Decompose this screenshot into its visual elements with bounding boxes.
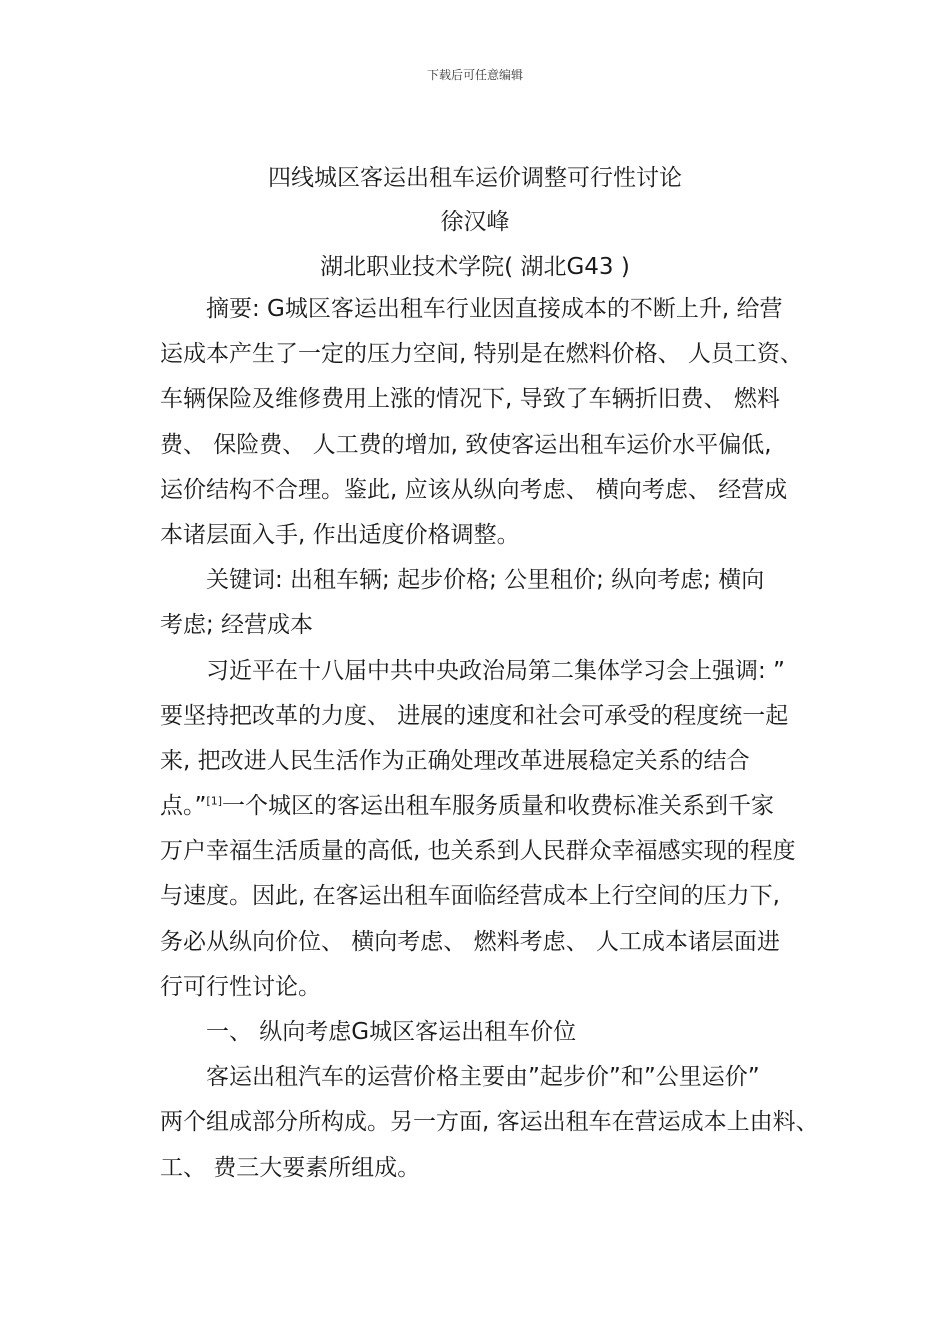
author-affiliation: 湖北职业技术学院( 湖北G43 ) (320, 254, 630, 280)
citation-mark: [1] (206, 794, 223, 808)
abstract-line: 本诸层面入手, 作出适度价格调整。 (160, 521, 520, 548)
paragraph-line: 与速度。因此, 在客运出租车面临经营成本上行空间的压力下, (160, 883, 780, 910)
document-title: 四线城区客运出租车运价调整可行性讨论 (268, 165, 682, 191)
page-header: 下载后可任意编辑 (426, 68, 523, 82)
abstract-line: 运价结构不合理。鉴此, 应该从纵向考虑、 横向考虑、 经营成 (160, 476, 788, 503)
abstract-line: 费、 保险费、 人工费的增加, 致使客运出租车运价水平偏低, (160, 431, 772, 458)
paragraph-line: 习近平在十八届中共中央政治局第二集体学习会上强调: ” (206, 657, 785, 684)
abstract-line: 车辆保险及维修费用上涨的情况下, 导致了车辆折旧费、 燃料 (160, 386, 780, 413)
paragraph-line: 行可行性讨论。 (160, 973, 321, 1000)
paragraph-continuation: 一个城区的客运出租车服务质量和收费标准关系到千家 (222, 793, 775, 820)
abstract-line: 运成本产生了一定的压力空间, 特别是在燃料价格、 人员工资、 (160, 341, 803, 368)
keywords-line: 关键词: 出租车辆; 起步价格; 公里租价; 纵向考虑; 横向 (206, 567, 765, 594)
abstract-line: 摘要: G城区客运出租车行业因直接成本的不断上升, 给营 (206, 296, 783, 322)
paragraph-line: 万户幸福生活质量的高低, 也关系到人民群众幸福感实现的程度 (160, 838, 796, 865)
paragraph-line: 来, 把改进人民生活作为正确处理改革进展稳定关系的结合 (160, 747, 750, 774)
paragraph-line: 要坚持把改革的力度、 进展的速度和社会可承受的程度统一起 (160, 702, 789, 729)
keywords-line: 考虑; 经营成本 (160, 612, 314, 639)
body-text (160, 287, 840, 1191)
paragraph-line: 务必从纵向价位、 横向考虑、 燃料考虑、 人工成本诸层面进 (160, 928, 780, 955)
paragraph-line: 两个组成部分所构成。另一方面, 客运出租车在营运成本上由料、 (160, 1109, 819, 1136)
paragraph-line: 客运出租汽车的运营价格主要由”起步价”和”公里运价” (206, 1064, 760, 1091)
paragraph-line (160, 784, 840, 829)
paragraph-line: 工、 费三大要素所组成。 (160, 1154, 421, 1181)
quote-end: 点。” (160, 793, 207, 820)
author-name: 徐汉峰 (440, 209, 510, 235)
section-heading: 一、 纵向考虑G城区客运出租车价位 (206, 1019, 577, 1045)
